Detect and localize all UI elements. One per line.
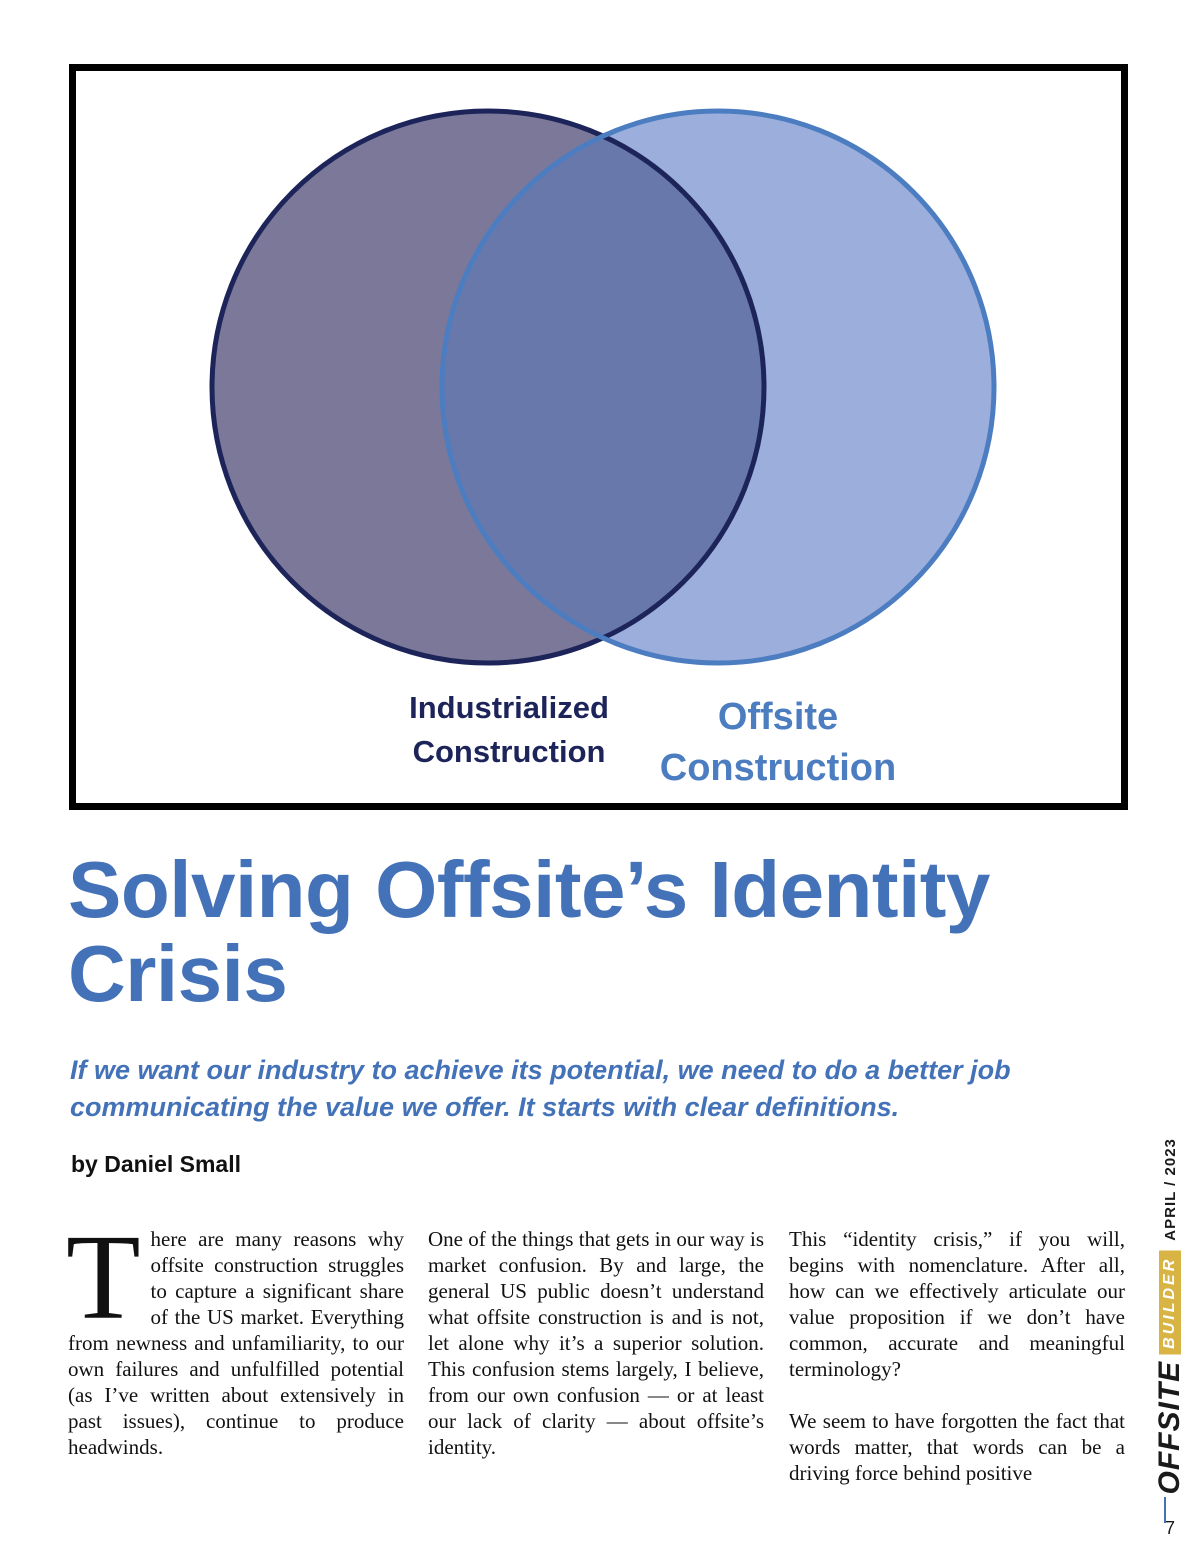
issue-date: APRIL / 2023	[1161, 1138, 1179, 1241]
offsite-label-line2: Construction	[659, 747, 897, 789]
article-byline: by Daniel Small	[71, 1151, 242, 1177]
venn-diagram-figure	[69, 64, 1128, 810]
article-headline: Solving Offsite’s Identity Crisis	[68, 845, 990, 1018]
industrialized-label-line2: Construction	[412, 734, 606, 769]
industrialized-label-line1: Industrialized	[409, 690, 609, 725]
article-column-3	[789, 1226, 1125, 1512]
drop-cap: T	[66, 1210, 141, 1345]
magazine-side-rail	[1150, 1138, 1190, 1495]
intro-paragraph	[66, 1210, 404, 1460]
body-paragraph: We seem to have forgotten the fact that words matter, that words can be a driving force behind positive	[789, 1409, 1125, 1485]
body-paragraph: This “identity crisis,” if you will, begins with nomenclature. After all, how can we effectively articulate our value proposition if we don’t have common, accurate and meaningful terminology?	[789, 1227, 1125, 1381]
article-column-2	[428, 1226, 764, 1486]
side-rail-content	[1152, 1138, 1188, 1495]
magazine-logo-offsite: OFFSITE	[1153, 1360, 1186, 1495]
venn-diagram	[76, 71, 1121, 803]
body-paragraph: One of the things that gets in our way is market confusion. By and large, the general US public doesn’t understand what offsite construction is and is not, let alone why it’s a superior solution. This confusion stems largely, I believe, from our own confusion — or at least our lack of clarity — about offsite’s identity.	[428, 1227, 764, 1459]
article-deck: If we want our industry to achieve its potential, we need to do a better job communicating the value we offer. It starts with clear definitions.	[70, 1055, 1011, 1122]
page-number: 7	[1164, 1518, 1175, 1538]
offsite-label-line1: Offsite	[717, 696, 839, 738]
intro-paragraph-text: here are many reasons why offsite construction struggles to capture a significant share of the US market. Everything from newness and unfamiliarity, to our own failures and unfulfilled potential (as I’ve written about extensively in past issues), continue to produce headwinds.	[68, 1227, 404, 1459]
magazine-logo-builder: BUILDER	[1159, 1251, 1181, 1355]
article-column-1	[66, 1210, 404, 1486]
